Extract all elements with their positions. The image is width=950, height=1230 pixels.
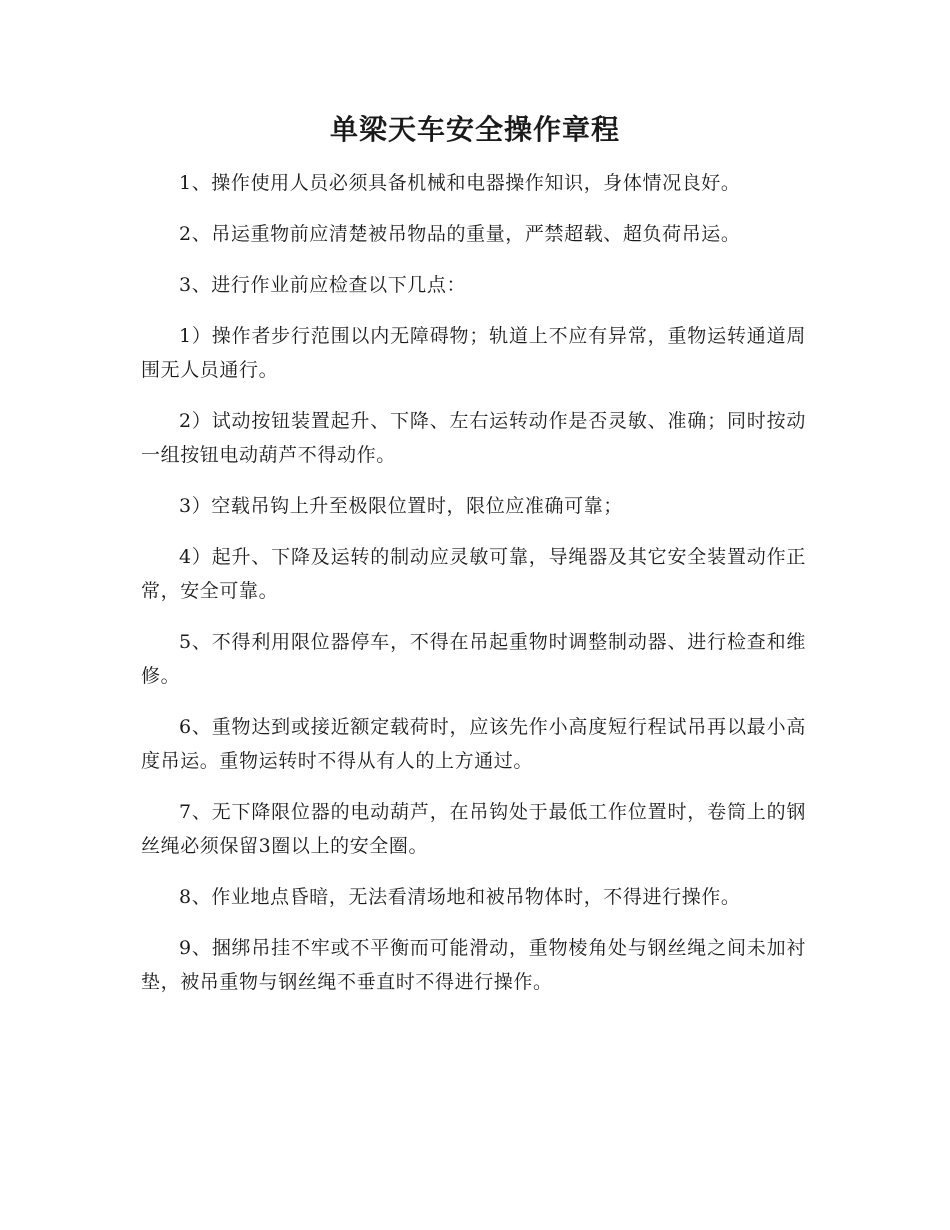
paragraph-rule-2: 2、吊运重物前应清楚被吊物品的重量，严禁超载、超负荷吊运。: [179, 223, 741, 245]
paragraph-rule-7: 7、无下降限位器的电动葫芦，在吊钩处于最低工作位置时，卷筒上的钢丝绳必须保留3圈以上的安全圈。: [141, 801, 806, 857]
paragraph-rule-3: 3、进行作业前应检查以下几点：: [179, 274, 467, 296]
paragraph-rule-5: 5、不得利用限位器停车，不得在吊起重物时调整制动器、进行检查和维修。: [141, 631, 806, 687]
paragraph-check-4: 4）起升、下降及运转的制动应灵敏可靠，导绳器及其它安全装置动作正常，安全可靠。: [141, 546, 806, 602]
page-title: 单梁天车安全操作章程: [329, 113, 620, 146]
document-body: [141, 166, 806, 1016]
paragraph-check-1: 1）操作者步行范围以内无障碍物；轨道上不应有异常，重物运转通道周围无人员通行。: [141, 325, 806, 381]
paragraph-rule-6: 6、重物达到或接近额定载荷时，应该先作小高度短行程试吊再以最小高度吊运。重物运转时不得从有人的上方通过。: [141, 716, 806, 772]
paragraph-check-3: 3）空载吊钩上升至极限位置时，限位应准确可靠；: [179, 495, 623, 517]
paragraph-rule-9: 9、捆绑吊挂不牢或不平衡而可能滑动，重物棱角处与钢丝绳之间未加衬垫，被吊重物与钢丝绳不垂直时不得进行操作。: [141, 937, 806, 993]
paragraph-rule-1: 1、操作使用人员必须具备机械和电器操作知识，身体情况良好。: [179, 172, 741, 194]
paragraph-rule-8: 8、作业地点昏暗，无法看清场地和被吊物体时，不得进行操作。: [179, 886, 741, 908]
paragraph-check-2: 2）试动按钮装置起升、下降、左右运转动作是否灵敏、准确；同时按动一组按钮电动葫芦不得动作。: [141, 410, 806, 466]
